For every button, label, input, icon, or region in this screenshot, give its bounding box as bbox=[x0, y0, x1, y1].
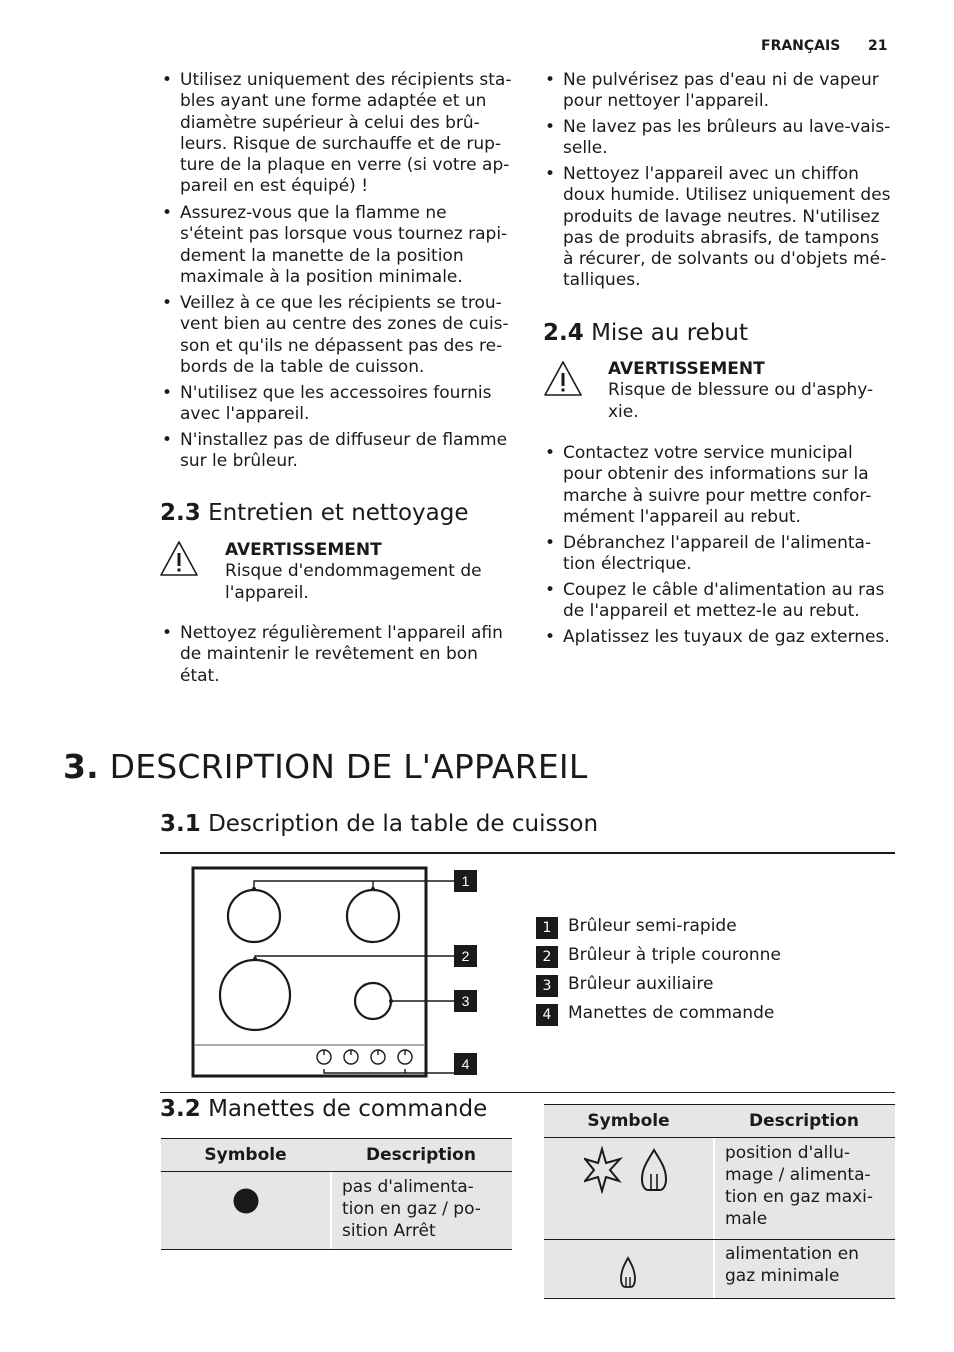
legend-item bbox=[536, 974, 781, 1003]
right-bullet-list bbox=[543, 70, 903, 292]
description-cell: position d'allu- mage / alimenta- tion en gaz maxi- male bbox=[715, 1138, 895, 1239]
section-divider bbox=[160, 852, 895, 854]
legend-label: Brûleur auxiliaire bbox=[568, 974, 714, 994]
section-2-4-bullets bbox=[543, 443, 903, 648]
section-2-3-heading bbox=[160, 499, 469, 527]
list-item bbox=[160, 70, 520, 203]
list-item bbox=[160, 383, 520, 430]
symbol-cell bbox=[544, 1138, 715, 1239]
list-item bbox=[160, 430, 520, 473]
warning-text: Risque d'endommagement de l'appareil. bbox=[225, 561, 482, 603]
bullet-text: Contactez votre service municipal pour obtenir des informations sur la marche à suivre pour mettre confor- mément l'appareil au rebut. bbox=[563, 443, 872, 527]
legend-number: 4 bbox=[536, 1004, 558, 1026]
small-flame-icon bbox=[619, 1256, 637, 1290]
table-header bbox=[161, 1138, 512, 1172]
bullet-text: Débranchez l'appareil de l'alimenta- tion électrique. bbox=[563, 533, 872, 575]
legend-label: Manettes de commande bbox=[568, 1003, 775, 1023]
list-item bbox=[543, 70, 903, 117]
section-2-3-bullets bbox=[160, 623, 520, 687]
bullet-text: Veillez à ce que les récipients se trou- vent bien au centre des zones de cuis- son et qu'ils ne dépassent pas des re- bords de la table de cuisson. bbox=[180, 293, 509, 377]
diagram-legend bbox=[536, 916, 781, 1032]
callout-1 bbox=[454, 870, 477, 892]
callout-label: 4 bbox=[461, 1056, 470, 1072]
legend-label: Brûleur semi-rapide bbox=[568, 916, 737, 936]
section-divider-thin bbox=[160, 1092, 895, 1093]
burner-semi-rapid-right bbox=[347, 890, 399, 942]
section-title: Entretien et nettoyage bbox=[208, 500, 469, 526]
list-item bbox=[543, 533, 903, 580]
page-number: 21 bbox=[868, 38, 888, 54]
ignition-large-flame-icon bbox=[584, 1146, 674, 1194]
table-header bbox=[544, 1104, 895, 1138]
warning-block bbox=[225, 540, 515, 604]
header-language: FRANÇAIS bbox=[761, 38, 841, 54]
table-row bbox=[544, 1240, 895, 1299]
burner-triple-crown bbox=[220, 960, 290, 1030]
warning-triangle-icon bbox=[543, 360, 583, 398]
bullet-text: N'utilisez que les accessoires fournis avec l'appareil. bbox=[180, 383, 492, 425]
list-item bbox=[543, 443, 903, 533]
header-description: Description bbox=[749, 1111, 859, 1131]
bullet-text: Coupez le câble d'alimentation au ras de l'appareil et mettez-le au rebut. bbox=[563, 580, 885, 622]
knobs bbox=[317, 1050, 412, 1064]
list-item bbox=[543, 117, 903, 164]
left-bullet-list bbox=[160, 70, 520, 473]
legend-number: 1 bbox=[536, 917, 558, 939]
description-cell: alimentation en gaz minimale bbox=[715, 1240, 895, 1298]
bullet-text: Ne pulvérisez pas d'eau ni de vapeur pour nettoyer l'appareil. bbox=[563, 70, 879, 112]
list-item bbox=[160, 293, 520, 383]
legend-number: 2 bbox=[536, 946, 558, 968]
warning-triangle-icon bbox=[159, 540, 199, 578]
section-title: Manettes de commande bbox=[208, 1096, 488, 1122]
callout-4 bbox=[454, 1053, 477, 1075]
legend-number: 3 bbox=[536, 975, 558, 997]
callout-label: 1 bbox=[461, 873, 470, 889]
bullet-text: Ne lavez pas les brûleurs au lave-vais- selle. bbox=[563, 117, 891, 159]
filled-circle-icon bbox=[233, 1188, 259, 1214]
legend-item bbox=[536, 1003, 781, 1032]
section-number: 3.1 bbox=[160, 811, 201, 837]
list-item bbox=[160, 623, 520, 687]
section-2-4-heading bbox=[543, 319, 748, 347]
bullet-text: Utilisez uniquement des récipients sta- bles ayant une forme adaptée et un diamètre supérieur à celui des brû- leurs. Risque de surchauffe et de rup- ture de la plaque en verre (si votre ap- pareil en est équipé) ! bbox=[180, 70, 512, 197]
section-number: 3.2 bbox=[160, 1096, 201, 1122]
list-item bbox=[543, 164, 903, 292]
chapter-title: DESCRIPTION DE L'APPAREIL bbox=[109, 747, 588, 786]
section-title: Description de la table de cuisson bbox=[208, 811, 599, 837]
warning-title: AVERTISSEMENT bbox=[608, 359, 765, 379]
list-item bbox=[543, 627, 903, 648]
chapter-number: 3. bbox=[63, 747, 99, 786]
symbol-table-left bbox=[161, 1138, 512, 1250]
legend-item bbox=[536, 916, 781, 945]
warning-title: AVERTISSEMENT bbox=[225, 540, 382, 560]
symbol-cell bbox=[161, 1172, 332, 1249]
burner-semi-rapid-left bbox=[228, 890, 280, 942]
chapter-3-heading bbox=[63, 747, 587, 787]
leader-dots bbox=[252, 887, 393, 1003]
bullet-text: Assurez-vous que la flamme ne s'éteint pas lorsque vous tournez rapi- dement la manette de la position maximale à la position minimale. bbox=[180, 203, 508, 287]
symbol-table-right bbox=[544, 1104, 895, 1299]
callout-2 bbox=[454, 945, 477, 967]
callout-label: 2 bbox=[461, 948, 470, 964]
bullet-text: Nettoyez régulièrement l'appareil afin de maintenir le revêtement en bon état. bbox=[180, 623, 503, 686]
bullet-text: Nettoyez l'appareil avec un chiffon doux humide. Utilisez uniquement des produits de lavage neutres. N'utilisez pas de produits abrasifs, de tampons à récurer, de solvants ou d'objets mé- talliques. bbox=[563, 164, 891, 291]
table-row bbox=[161, 1172, 512, 1250]
section-number: 2.4 bbox=[543, 320, 584, 346]
table-row bbox=[544, 1138, 895, 1240]
bullet-text: Aplatissez les tuyaux de gaz externes. bbox=[563, 627, 890, 647]
warning-text: Risque de blessure ou d'asphy- xie. bbox=[608, 380, 874, 422]
warning-block bbox=[608, 359, 898, 423]
legend-label: Brûleur à triple couronne bbox=[568, 945, 781, 965]
section-title: Mise au rebut bbox=[591, 320, 749, 346]
cooktop-diagram bbox=[190, 865, 485, 1080]
legend-item bbox=[536, 945, 781, 974]
section-3-2-heading bbox=[160, 1095, 487, 1123]
callout-3 bbox=[454, 990, 477, 1012]
bullet-text: N'installez pas de diffuseur de flamme sur le brûleur. bbox=[180, 430, 508, 472]
burner-auxiliary bbox=[355, 983, 391, 1019]
callout-label: 3 bbox=[461, 993, 470, 1009]
list-item bbox=[160, 203, 520, 293]
header-symbole: Symbole bbox=[204, 1145, 287, 1165]
list-item bbox=[543, 580, 903, 627]
section-3-1-heading bbox=[160, 810, 598, 838]
header-symbole: Symbole bbox=[587, 1111, 670, 1131]
section-number: 2.3 bbox=[160, 500, 201, 526]
symbol-cell bbox=[544, 1240, 715, 1298]
header-description: Description bbox=[366, 1145, 476, 1165]
description-cell: pas d'alimenta- tion en gaz / po- sition Arrêt bbox=[332, 1172, 512, 1249]
